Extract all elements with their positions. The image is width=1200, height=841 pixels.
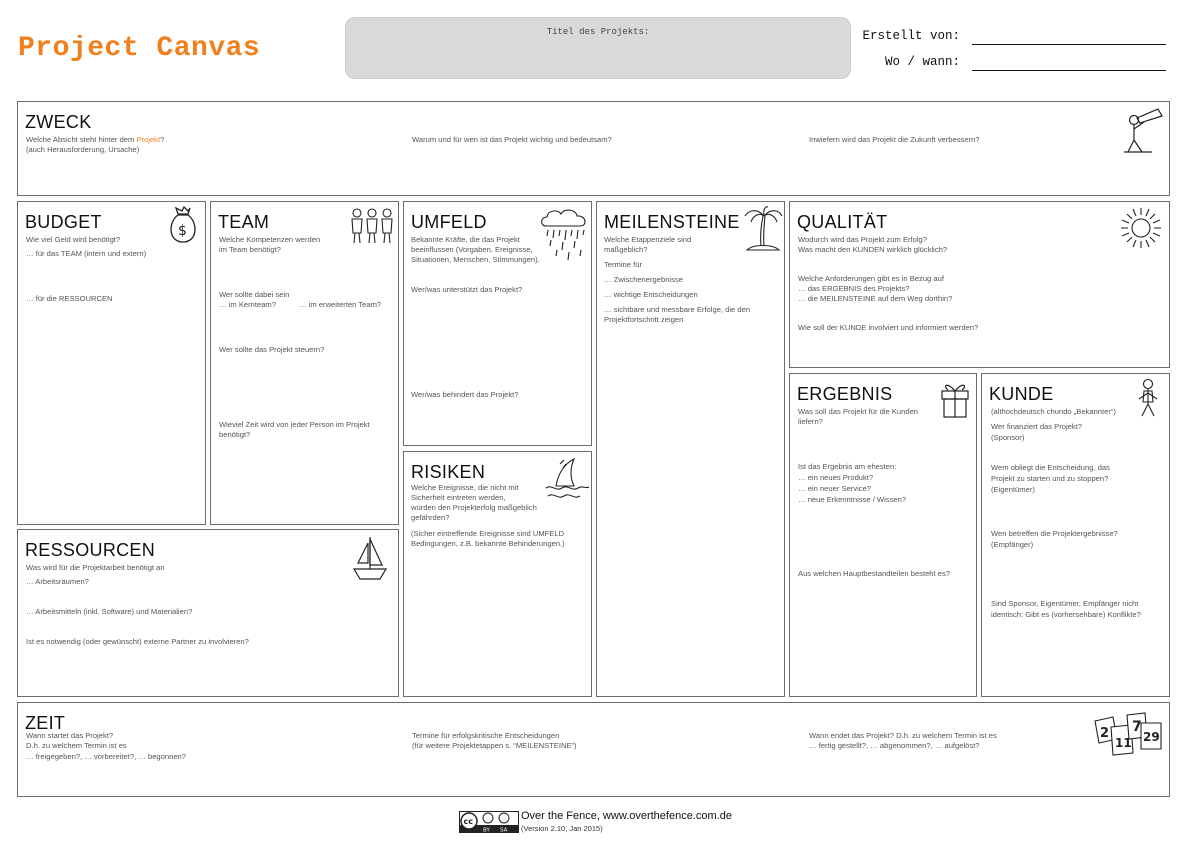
svg-text:$: $ [178, 223, 187, 239]
budget-line: Wie viel Geld wird benötigt? [26, 235, 121, 244]
gift-box-icon [938, 379, 972, 419]
risiken-line: würden den Projekterfolg maßgeblich [411, 503, 537, 512]
ergebnis-line: … ein neuer Service? [798, 484, 872, 493]
meilensteine-title: MEILENSTEINE [604, 212, 740, 232]
calendar-number: 11 [1115, 736, 1132, 750]
cc-text: cc [463, 817, 473, 826]
sailboat-icon [352, 535, 388, 581]
ressourcen-line: … Arbeitsräumen? [26, 577, 89, 586]
ergebnis-line: liefern? [798, 417, 823, 426]
meilensteine-line: … sichtbare und messbare Erfolge, die den [604, 305, 751, 314]
team-section[interactable] [210, 201, 399, 525]
zweck-title: ZWECK [25, 112, 92, 132]
meilensteine-line: maßgeblich? [604, 245, 648, 254]
risiken-section[interactable] [403, 451, 592, 697]
risiken-line: Sicherheit eintreten werden, [411, 493, 506, 502]
kunde-line: identisch: Gibt es (vorhersehbare) Konflikte? [991, 610, 1141, 619]
zweck-question-2: Warum und für wen ist das Projekt wichtig und bedeutsam? [412, 135, 612, 144]
qualitaet-line: … das ERGEBNIS des Projekts? [798, 284, 910, 293]
meilensteine-line: Termine für [604, 260, 642, 269]
ergebnis-line: Was soll das Projekt für die Kunden [798, 407, 919, 416]
kunde-line: (althochdeutsch chundo „Bekannter“) [991, 407, 1116, 416]
palm-island-icon [743, 206, 783, 254]
team-line: Wieviel Zeit wird von jeder Person im Projekt [219, 420, 370, 429]
qualitaet-title: QUALITÄT [797, 212, 888, 232]
cc-by-text: BY [483, 827, 490, 833]
risiken-line: (Sicher eintreffende Ereignisse sind UMFELD [411, 529, 565, 538]
team-line: Wer sollte dabei sein [219, 290, 290, 299]
kunde-line: Projekt zu starten und zu stoppen? [991, 474, 1109, 483]
umfeld-line: beeinflussen (Vorgaben, Ereignisse, [411, 245, 533, 254]
ressourcen-section[interactable] [17, 529, 399, 697]
cc-sa-text: SA [500, 827, 508, 833]
zweck-q1-mark: ? [160, 135, 165, 144]
brand-title: Project Canvas [18, 33, 261, 64]
budget-title: BUDGET [25, 212, 102, 232]
zeit-line: D.h. zu welchem Termin ist es [26, 741, 127, 750]
ergebnis-line: Ist das Ergebnis am ehesten: [798, 462, 897, 471]
meilensteine-line: Projektfortschritt zeigen [604, 315, 684, 324]
ressourcen-line: … Arbeitsmitteln (inkl. Software) und Materialien? [26, 607, 193, 616]
budget-line: … für das TEAM (intern und extern) [26, 249, 147, 258]
budget-section[interactable] [17, 201, 206, 525]
kunde-line: Wer finanziert das Projekt? [991, 422, 1083, 431]
ergebnis-line: … ein neues Produkt? [798, 473, 874, 482]
ressourcen-line: Was wird für die Projektarbeit benötigt an [26, 563, 165, 572]
kunde-line: (Sponsor) [991, 433, 1025, 442]
team-line: benötigt? [219, 430, 251, 439]
kunde-line: Wem obliegt die Entscheidung, das [991, 463, 1110, 472]
zweck-question-1 [26, 135, 164, 146]
meilensteine-line: … Zwischenergebnisse [604, 275, 683, 284]
calendar-number: 2 [1100, 726, 1110, 741]
risiken-line: gefährden? [411, 513, 450, 522]
ergebnis-line: Aus welchen Hauptbestandteilen besteht es? [798, 569, 950, 578]
shark-fin-icon [544, 456, 590, 500]
meilensteine-section[interactable] [596, 201, 785, 697]
team-title: TEAM [218, 212, 270, 232]
meilensteine-line: … wichtige Entscheidungen [604, 290, 698, 299]
umfeld-line: Bekannte Kräfte, die das Projekt [411, 235, 520, 244]
umfeld-title: UMFELD [411, 212, 487, 232]
calendar-number: 29 [1143, 730, 1160, 744]
kunde-line: Sind Sponsor, Eigentümer, Empfänger nicht [991, 599, 1139, 608]
cc-license-icon [459, 811, 519, 833]
meilensteine-line: Welche Etappenziele sind [604, 235, 692, 244]
umfeld-line: Wer/was unterstützt das Projekt? [411, 285, 523, 294]
zweck-section[interactable] [17, 101, 1170, 196]
zeit-section[interactable] [17, 702, 1170, 797]
created-by-field[interactable] [972, 44, 1166, 45]
ergebnis-title: ERGEBNIS [797, 384, 893, 404]
calendar-number: 7 [1132, 719, 1142, 735]
kunde-line: Wen betreffen die Projektergebnisse? [991, 529, 1118, 538]
team-line: Welche Kompetenzen werden [219, 235, 321, 244]
team-people-icon [349, 207, 395, 245]
where-when-field[interactable] [972, 70, 1166, 71]
telescope-person-icon [1122, 106, 1166, 154]
rain-cloud-icon [540, 206, 590, 262]
zeit-line: … freigegeben?, … vorbereitet?, … begonnen? [26, 752, 186, 761]
stick-person-icon [1134, 378, 1162, 418]
zeit-line: Termine für erfolgskritische Entscheidungen [412, 731, 560, 740]
qualitaet-section[interactable] [789, 201, 1170, 368]
footer-version: (Version 2.10, Jan 2015) [521, 824, 603, 833]
qualitaet-line: Wodurch wird das Projekt zum Erfolg? [798, 235, 928, 244]
footer-title: Over the Fence, www.overthefence.com.de [521, 810, 732, 822]
kunde-section[interactable] [981, 373, 1170, 697]
created-by-label: Erstellt von: [862, 29, 960, 43]
risiken-line: Bedingungen, z.B. bekannte Behinderungen.) [411, 539, 565, 548]
kunde-title: KUNDE [989, 384, 1054, 404]
umfeld-line: Situationen, Menschen, Stimmungen). [411, 255, 540, 264]
kunde-line: (Empfänger) [991, 540, 1034, 549]
team-line: Wer sollte das Projekt steuern? [219, 345, 325, 354]
zweck-question-3: Inwiefern wird das Projekt die Zukunft verbessern? [809, 135, 980, 144]
calendar-pages-icon [1091, 709, 1167, 757]
zeit-line: Wann startet das Projekt? [26, 731, 114, 740]
zeit-line: (für weitere Projektetappen s. “MEILENSTEINE”) [412, 741, 577, 750]
project-title-label: Titel des Projekts: [546, 27, 650, 37]
qualitaet-line: Wie soll der KUNDE involviert und informiert werden? [798, 323, 979, 332]
umfeld-line: Wer/was behindert das Projekt? [411, 390, 519, 399]
qualitaet-line: Was macht den KUNDEN wirklich glücklich? [798, 245, 948, 254]
money-bag-icon [166, 206, 200, 244]
kunde-line: (Eigentümer) [991, 485, 1035, 494]
zweck-q1-text: Welche Absicht steht hinter dem [26, 135, 137, 144]
team-line: … im erweiterten Team? [299, 300, 382, 309]
zeit-line: Wann endet das Projekt? D.h. zu welchem Termin ist es [809, 731, 997, 740]
ressourcen-line: Ist es notwendig (oder gewünscht) externe Partner zu involvieren? [26, 637, 249, 646]
where-when-row [860, 55, 1180, 75]
ressourcen-title: RESSOURCEN [25, 540, 156, 560]
team-line: … im Kernteam? [219, 300, 276, 309]
qualitaet-line: … die MEILENSTEINE auf dem Weg dorthin? [798, 294, 953, 303]
ergebnis-line: … neue Erkenntnisse / Wissen? [798, 495, 907, 504]
team-line: im Team benötigt? [219, 245, 281, 254]
budget-line: … für die RESSOURCEN [26, 294, 113, 303]
project-title-field[interactable] [345, 17, 851, 79]
risiken-title: RISIKEN [411, 462, 486, 482]
ergebnis-section[interactable] [789, 373, 977, 697]
umfeld-section[interactable] [403, 201, 592, 446]
zweck-question-1b: (auch Herausforderung, Ursache) [26, 145, 140, 154]
created-by-row [860, 29, 1180, 49]
qualitaet-line: Welche Anforderungen gibt es in Bezug auf [798, 274, 944, 283]
where-when-label: Wo / wann: [884, 55, 960, 69]
zweck-q1-project-word: Projekt [136, 135, 161, 144]
sun-icon [1119, 206, 1163, 250]
zeit-title: ZEIT [25, 713, 66, 733]
zeit-line: … fertig gestellt?, … abgenommen?, … aufgelöst? [809, 741, 980, 750]
risiken-line: Welche Ereignisse, die nicht mit [411, 483, 519, 492]
